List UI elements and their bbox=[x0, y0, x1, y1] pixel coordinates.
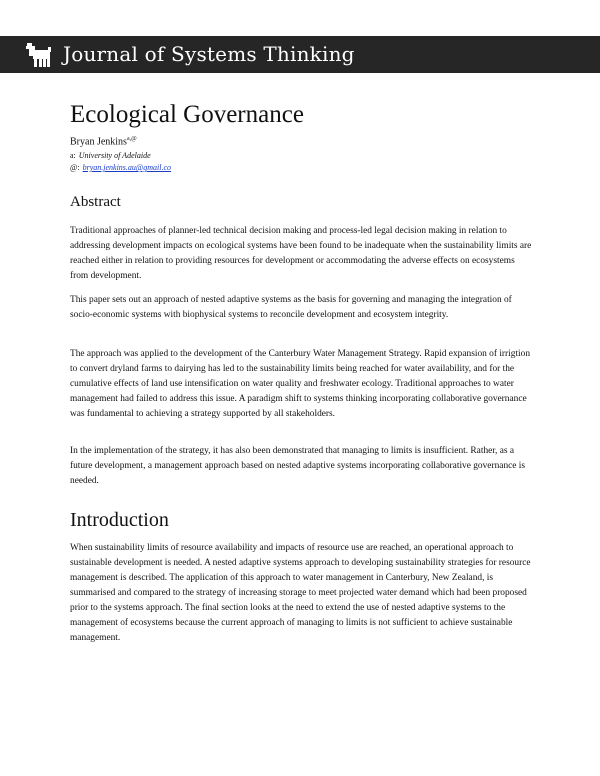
abstract-paragraph-3: The approach was applied to the development of the Canterbury Water Management Strategy. Rapid expansion of irrigtion to convert dryland farms to dairying has led to the sustainability limits being reached for water availability, and for the cumulative effects of land use intensification on water quality and freshwater ecology. Traditional approaches to water management had failed to address this issue. A paradigm shift to systems thinking incorporating collaborative governance was fundamental to achieving a strategy supported by all stakeholders. bbox=[70, 349, 531, 419]
author-name: Bryan Jenkins bbox=[70, 136, 127, 148]
abstract-paragraph-2: This paper sets out an approach of nested adaptive systems as the basis for governing and managing the integration of socio-economic systems with biophysical systems to reconcile development and ecosystem integrity. bbox=[70, 295, 512, 320]
introduction-paragraph-1: When sustainability limits of resource availability and impacts of resource use are reached, an operational approach to sustainable development is needed. A nested adaptive systems approach to developing sustainability strategies for resource management is described. The application of this approach to water management in Canterbury, New Zealand, is summarised and compared to the strategy of increasing storage to meet projected water demand which had been proposed prior to the systems approach. The final section looks at the need to extend the use of nested adaptive systems to the management of ecosystems because the current approach of managing to limits is not sufficient to achieve sustainable management. bbox=[70, 543, 531, 643]
introduction-heading: Introduction bbox=[70, 509, 169, 531]
email-label: @: bbox=[70, 163, 80, 172]
author-superscript: a,@ bbox=[126, 136, 137, 142]
author-line bbox=[70, 136, 137, 147]
affiliation-institution: University of Adelaide bbox=[78, 151, 151, 160]
horse-logo-icon bbox=[24, 41, 54, 69]
abstract-heading: Abstract bbox=[70, 194, 121, 210]
abstract-paragraph-4: In the implementation of the strategy, it has also been demonstrated that managing to limits is insufficient. Rather, as a future development, a management approach based on nested adaptive systems incorporating collaborative governance is needed. bbox=[70, 446, 526, 486]
email-link[interactable]: bryan.jenkins.au@gmail.co bbox=[82, 163, 172, 172]
abstract-paragraph-1: Traditional approaches of planner-led technical decision making and process-led legal decision making in relation to addressing development impacts on ecological systems have been found to be inadequate when the sustainability limits are reached either in relation to providing resources for development or accommodating the adverse effects on ecosystems from development. bbox=[70, 226, 532, 281]
affiliation bbox=[70, 151, 151, 160]
journal-name[interactable]: Journal of Systems Thinking bbox=[63, 42, 355, 66]
paper-title: Ecological Governance bbox=[70, 101, 304, 128]
affiliation-label: a: bbox=[70, 151, 76, 160]
email-line bbox=[70, 163, 171, 172]
journal-header bbox=[0, 36, 600, 73]
